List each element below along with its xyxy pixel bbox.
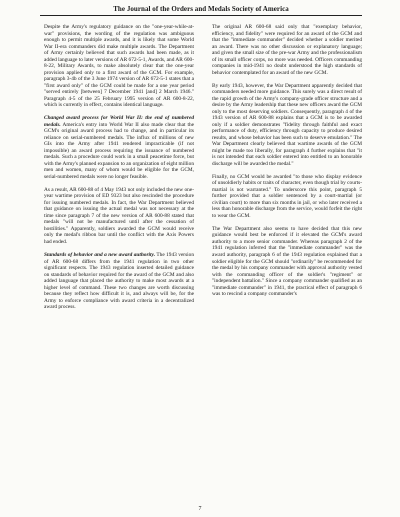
paragraph: Despite the Army's regulatory guidance on the "one-year-while-at-war" provisions, the wording of the regulation was ambiguous enough to permit multiple awards, and it is likely that some World War II-era commanders did make multiple awards. The Department of Army certainly believed that such awards had been made, as it added language to later versions of AR 672-5-1, Awards, and AR 600-8-22, Military Awards, to make absolutely clear that the one-year provision applied only to a first award of the GCM. For example, paragraph 3-4b of the 3 June 1974 version of AR 672-5-1 states that a "first award only" of the GCM could be made for a one year period "served entirely [between] 7 December 1941 [and] 2 March 1946." Paragraph 4-5 of the 25 February 1995 version of AR 600-8-22, which is currently in effect, contains identical language. [44, 24, 194, 109]
paragraph-body: America's entry into World War II also made clear that the GCM's original award process had to change, and in particular its reliance on serial-numbered medals. The influx of millions of new GIs into the Army after 1941 rendered impracticable (if not impossible) an award process requiring the issuance of numbered medals. Such a procedure could work in a small peacetime force, but with the Army's planned expansion to an organization of eight million men and women, many of whom would be eligible for the GCM, serial-numbered medals were no longer feasible. [44, 121, 194, 180]
paragraph: The original AR 600-68 said only that "exemplary behavior, efficiency, and fidelity" were required for an award of the GCM and that the "immediate commander" decided whether a soldier merited an award. There was no other discussion or explanatory language; and given the small size of the pre-war Army and the professionalism of its small officer corps, no more was needed. Officers commanding companies in mid-1941 no doubt understood the high standards of behavior contemplated for an award of the new GCM. [212, 24, 362, 76]
header-rule [40, 15, 362, 16]
paragraph [44, 115, 194, 180]
page-number: 7 [198, 506, 202, 512]
paragraph-body: The 1943 version of AR 600-68 differs from the 1941 regulation in two other significant respects. The 1943 regulation inserted detailed guidance on standards of behavior required for the award of the GCM and also added language that placed the authority to make most awards at a higher level of command. These two changes are worth discussing because they reflect how difficult it is, and always will be, for the Army to enforce compliance with award criteria in a decentralized award process. [44, 252, 194, 311]
section-heading: Changed award process for World War II: the end of numbered medals. [44, 115, 194, 128]
left-column [44, 24, 194, 311]
paragraph [44, 252, 194, 311]
paragraph: Finally, no GCM would be awarded "to those who display evidence of unsoldierly habits or traits of character, even though trial by courts-martial is not warranted." To underscore this point, paragraph 5 further provided that a soldier sentenced by a court-martial (or civilian court) to more than six months in jail, or who later received a less than honorable discharge from the service, would forfeit the right to wear the GCM. [212, 173, 362, 219]
paragraph: By early 1943, however, the War Department apparently decided that commanders needed more guidance. This surely was a direct result of the rapid growth of the Army's company-grade officer structure and a desire by the Army leadership that these new officers award the GCM only to the most deserving soldiers. Consequently, paragraph 4 of the 1943 version of AR 600-88 explains that a GCM is to be awarded only if a soldier demonstrates "fidelity through faithful and exact performance of duty, efficiency through capacity to produce desired results, and whose behavior has been such to deserve emulation." The War Department clearly believed that wartime awards of the GCM might be made too liberally, for paragraph 4 further explains that "it is not intended that each soldier entered into entitled to an honorable discharge will be awarded the medal." [212, 82, 362, 167]
right-column [212, 24, 362, 298]
paragraph: As a result, AR 600-88 of 4 May 1943 not only included the new one-year wartime provision of ED 9323 but also rescinded the procedure for issuing numbered medals. In fact, the War Department believed that guidance on issuing the actual medal was not necessary at the time since paragraph 7 of the new version of AR 600-88 stated that medals "will not be manufactured until after the cessation of hostilities." Apparently, soldiers awarded the GCM would receive only the medal's ribbon bar until the conflict with the Axis Powers had ended. [44, 186, 194, 245]
paragraph: The War Department also seems to have decided that this new guidance would best be enforced if it elevated the GCM's award authority to a more senior commander. Whereas paragraph 2 of the 1941 regulation inferred that the "immediate commander" was the award authority, paragraph 6 of the 1943 regulation explained that a soldier eligible for the GCM should "ordinarily" be recommended for the medal by his company commander with approval authority vested with the commanding officer of the soldier's "regiment" or "independent battalion." Since a company commander qualified as an "immediate commander" in 1941, the practical effect of paragraph 6 was to rescind a company commander's [212, 225, 362, 298]
section-heading: Standards of behavior and a new award authority. [44, 252, 156, 258]
running-header: The Journal of the Orders and Medals Society of America [113, 5, 289, 13]
